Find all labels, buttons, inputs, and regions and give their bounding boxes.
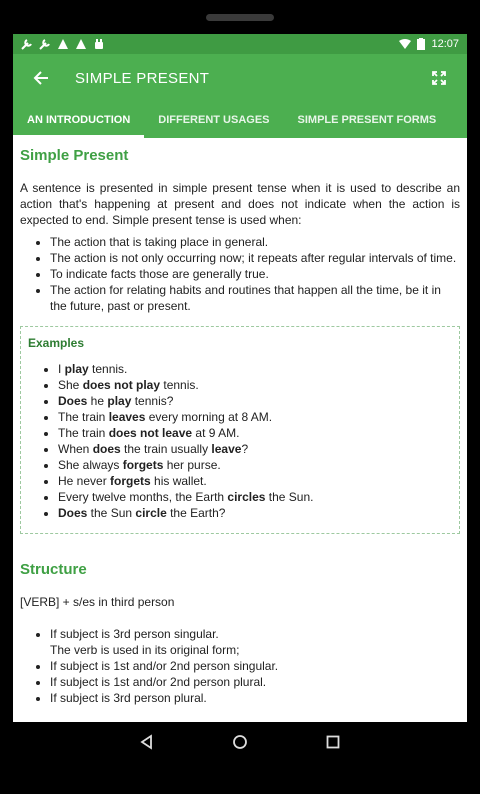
page-title: Simple Present [20,147,129,164]
wifi-icon [399,39,411,49]
example-verb: forgets [122,458,164,472]
status-bar [13,34,467,54]
structure-rules-list [20,626,460,706]
back-triangle-icon[interactable] [139,734,155,750]
android-icon [93,38,105,50]
system-icons [399,38,459,50]
warning-icon [57,38,69,50]
example-verb: does not leave [108,426,193,440]
example-text: the train usually [120,442,212,456]
notification-icons [21,38,105,50]
example-text: tennis. [160,378,199,392]
structure-formula: [VERB] + s/es in third person [20,595,175,609]
tab-an-introduction[interactable]: AN INTRODUCTION [13,102,144,138]
example-text: Every twelve months, the Earth [58,490,228,504]
example-text: every morning at 8 AM. [145,410,273,424]
example-verb: leave [211,442,242,456]
example-verb: Does [58,394,88,408]
rule-item: • If subject is 1st and/or 2nd person plural. [50,674,460,690]
example-item [58,473,459,489]
expand-icon [431,70,447,86]
example-item [58,505,459,521]
example-item [58,489,459,505]
example-text: tennis? [131,394,174,408]
home-circle-icon[interactable] [232,734,248,750]
example-text: at 9 AM. [192,426,240,440]
example-verb: forgets [110,474,151,488]
rule-item [50,626,460,658]
example-text: the Earth? [166,506,226,520]
usage-item: • The action for relating habits and routines that happen all the time, be it in the future, past or present. [50,282,460,314]
usage-item: • The action that is taking place in general. [50,234,460,250]
structure-heading: Structure [20,561,87,578]
example-verb: does [92,442,121,456]
example-text: She [58,378,83,392]
example-text: ? [241,442,249,456]
status-time: 12:07 [431,38,459,50]
example-item [58,409,459,425]
example-item [58,361,459,377]
system-nav-bar [0,722,480,762]
example-verb: circle [135,506,167,520]
rule-item: • If subject is 1st and/or 2nd person singular. [50,658,460,674]
wrench-icon [21,38,33,50]
example-text: the Sun. [265,490,314,504]
example-verb: play [107,394,132,408]
tab-simple-present-forms[interactable]: SIMPLE PRESENT FORMS [297,114,437,126]
rule-subtext: The verb is used in its original form; [50,643,240,657]
app-bar [13,54,467,102]
usage-list [20,234,460,314]
example-text: The train [58,410,109,424]
example-item [58,441,459,457]
fullscreen-button[interactable] [421,60,457,96]
example-verb: Does [58,506,88,520]
device-speaker [206,14,274,21]
example-item [58,393,459,409]
example-text: the Sun [87,506,136,520]
rule-item: • If subject is 3rd person plural. [50,690,460,706]
usage-item: • The action is not only occurring now; it repeats after regular intervals of time. [50,250,460,266]
example-verb: leaves [108,410,146,424]
example-verb: circles [227,490,266,504]
examples-box [20,326,460,534]
example-item [58,425,459,441]
back-button[interactable] [23,60,59,96]
example-text: he [87,394,108,408]
example-text: his wallet. [150,474,207,488]
example-item [58,457,459,473]
tab-bar [13,102,467,138]
warning-icon [75,38,87,50]
example-verb: play [64,362,89,376]
intro-paragraph: A sentence is presented in simple present tense when it is used to describe an action that's happening at present and does not indicate when the action is expected to end. Simple present tense is used when: [20,181,460,227]
battery-icon [417,38,425,50]
app-screen [13,34,467,722]
example-verb: does not play [82,378,161,392]
tab-different-usages[interactable]: DIFFERENT USAGES [158,114,270,126]
example-text: He never [58,474,111,488]
lesson-content[interactable] [13,138,467,706]
rule-text: If subject is 3rd person singular. [50,627,219,641]
examples-list [28,361,459,521]
example-text: She always [58,458,123,472]
example-text: The train [58,426,109,440]
example-item [58,377,459,393]
example-text: When [58,442,93,456]
usage-item: • To indicate facts those are generally true. [50,266,460,282]
example-text: I [58,362,65,376]
arrow-left-icon [33,70,49,86]
recents-square-icon[interactable] [325,734,341,750]
wrench-icon [39,38,51,50]
example-text: her purse. [163,458,221,472]
example-text: tennis. [88,362,128,376]
app-title: SIMPLE PRESENT [75,69,210,87]
examples-title: Examples [28,336,85,350]
